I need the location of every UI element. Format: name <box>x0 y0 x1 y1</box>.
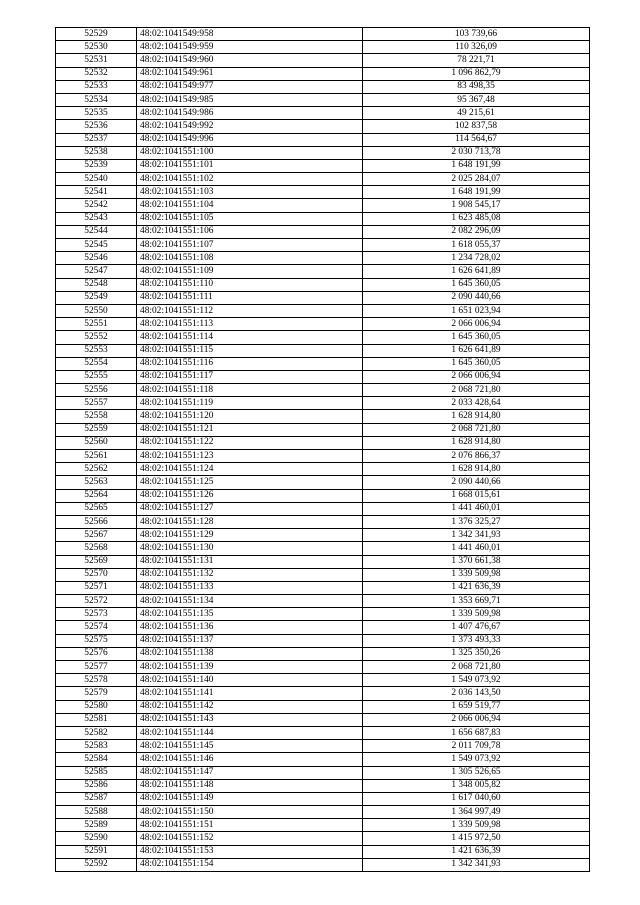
cadastral-value-cell: 2 076 866,37 <box>363 450 590 463</box>
row-number-cell: 52544 <box>56 225 137 238</box>
row-number-cell: 52534 <box>56 93 137 106</box>
table-row <box>56 370 590 383</box>
cadastral-number-cell: 48:02:1041551:120 <box>137 410 363 423</box>
cadastral-number-cell: 48:02:1041551:114 <box>137 331 363 344</box>
cadastral-value-cell: 1 617 040,60 <box>363 792 590 805</box>
cadastral-number-cell: 48:02:1041549:986 <box>137 107 363 120</box>
row-number-cell: 52575 <box>56 634 137 647</box>
cadastral-number-cell: 48:02:1041551:115 <box>137 344 363 357</box>
row-number-cell: 52563 <box>56 476 137 489</box>
cadastral-number-cell: 48:02:1041551:133 <box>137 581 363 594</box>
cadastral-value-cell: 1 628 914,80 <box>363 463 590 476</box>
table-row <box>56 489 590 502</box>
table-row <box>56 54 590 67</box>
row-number-cell: 52592 <box>56 858 137 871</box>
table-row <box>56 67 590 80</box>
cadastral-value-cell: 1 441 460,01 <box>363 502 590 515</box>
cadastral-number-cell: 48:02:1041551:109 <box>137 265 363 278</box>
row-number-cell: 52571 <box>56 581 137 594</box>
table-row <box>56 529 590 542</box>
table-row <box>56 384 590 397</box>
row-number-cell: 52542 <box>56 199 137 212</box>
row-number-cell: 52537 <box>56 133 137 146</box>
row-number-cell: 52543 <box>56 212 137 225</box>
table-row <box>56 291 590 304</box>
cadastral-value-cell: 1 348 005,82 <box>363 779 590 792</box>
table-row <box>56 93 590 106</box>
row-number-cell: 52556 <box>56 384 137 397</box>
row-number-cell: 52550 <box>56 304 137 317</box>
table-row <box>56 568 590 581</box>
table-row <box>56 133 590 146</box>
table-row <box>56 687 590 700</box>
cadastral-value-cell: 2 033 428,64 <box>363 397 590 410</box>
cadastral-value-cell: 1 645 360,05 <box>363 357 590 370</box>
cadastral-number-cell: 48:02:1041551:110 <box>137 278 363 291</box>
cadastral-number-cell: 48:02:1041551:136 <box>137 621 363 634</box>
table-row <box>56 476 590 489</box>
cadastral-number-cell: 48:02:1041551:141 <box>137 687 363 700</box>
cadastral-value-cell: 1 623 485,08 <box>363 212 590 225</box>
table-row <box>56 832 590 845</box>
table-row <box>56 792 590 805</box>
table-row <box>56 186 590 199</box>
cadastral-value-cell: 1 376 325,27 <box>363 515 590 528</box>
row-number-cell: 52588 <box>56 806 137 819</box>
cadastral-number-cell: 48:02:1041551:145 <box>137 740 363 753</box>
cadastral-number-cell: 48:02:1041551:127 <box>137 502 363 515</box>
cadastral-value-cell: 2 068 721,80 <box>363 661 590 674</box>
cadastral-value-cell: 1 651 023,94 <box>363 304 590 317</box>
table-row <box>56 436 590 449</box>
cadastral-number-cell: 48:02:1041551:128 <box>137 515 363 528</box>
cadastral-number-cell: 48:02:1041551:138 <box>137 647 363 660</box>
table-body <box>56 28 590 872</box>
cadastral-number-cell: 48:02:1041551:105 <box>137 212 363 225</box>
row-number-cell: 52582 <box>56 726 137 739</box>
cadastral-value-cell: 1 325 350,26 <box>363 647 590 660</box>
cadastral-number-cell: 48:02:1041551:108 <box>137 252 363 265</box>
row-number-cell: 52530 <box>56 41 137 54</box>
cadastral-value-cell: 2 011 709,78 <box>363 740 590 753</box>
row-number-cell: 52577 <box>56 661 137 674</box>
cadastral-value-cell: 1 339 509,98 <box>363 568 590 581</box>
table-row <box>56 159 590 172</box>
cadastral-number-cell: 48:02:1041551:153 <box>137 845 363 858</box>
row-number-cell: 52549 <box>56 291 137 304</box>
row-number-cell: 52580 <box>56 700 137 713</box>
table-row <box>56 555 590 568</box>
cadastral-number-cell: 48:02:1041551:149 <box>137 792 363 805</box>
table-row <box>56 595 590 608</box>
cadastral-number-cell: 48:02:1041551:123 <box>137 450 363 463</box>
cadastral-number-cell: 48:02:1041551:106 <box>137 225 363 238</box>
cadastral-value-cell: 1 370 661,38 <box>363 555 590 568</box>
table-row <box>56 819 590 832</box>
cadastral-number-cell: 48:02:1041549:959 <box>137 41 363 54</box>
row-number-cell: 52558 <box>56 410 137 423</box>
cadastral-value-cell: 103 739,66 <box>363 28 590 41</box>
row-number-cell: 52585 <box>56 766 137 779</box>
table-row <box>56 357 590 370</box>
table-row <box>56 410 590 423</box>
cadastral-value-cell: 1 908 545,17 <box>363 199 590 212</box>
table-row <box>56 713 590 726</box>
cadastral-value-cell: 2 030 713,78 <box>363 146 590 159</box>
cadastral-value-cell: 1 549 073,92 <box>363 753 590 766</box>
cadastral-value-cell: 1 407 476,67 <box>363 621 590 634</box>
cadastral-value-cell: 2 066 006,94 <box>363 318 590 331</box>
row-number-cell: 52566 <box>56 515 137 528</box>
row-number-cell: 52532 <box>56 67 137 80</box>
table-row <box>56 581 590 594</box>
cadastral-number-cell: 48:02:1041551:131 <box>137 555 363 568</box>
cadastral-number-cell: 48:02:1041551:100 <box>137 146 363 159</box>
cadastral-number-cell: 48:02:1041551:147 <box>137 766 363 779</box>
cadastral-value-cell: 2 090 440,66 <box>363 476 590 489</box>
row-number-cell: 52591 <box>56 845 137 858</box>
row-number-cell: 52536 <box>56 120 137 133</box>
table-row <box>56 515 590 528</box>
row-number-cell: 52584 <box>56 753 137 766</box>
cadastral-value-cell: 95 367,48 <box>363 93 590 106</box>
cadastral-number-cell: 48:02:1041551:137 <box>137 634 363 647</box>
table-row <box>56 304 590 317</box>
table-row <box>56 331 590 344</box>
cadastral-value-cell: 1 342 341,93 <box>363 529 590 542</box>
row-number-cell: 52579 <box>56 687 137 700</box>
row-number-cell: 52568 <box>56 542 137 555</box>
cadastral-value-cell: 2 025 284,07 <box>363 173 590 186</box>
cadastral-value-cell: 2 068 721,80 <box>363 384 590 397</box>
table-row <box>56 634 590 647</box>
row-number-cell: 52552 <box>56 331 137 344</box>
row-number-cell: 52554 <box>56 357 137 370</box>
table-row <box>56 41 590 54</box>
table-row <box>56 344 590 357</box>
table-row <box>56 502 590 515</box>
cadastral-value-cell: 1 415 972,50 <box>363 832 590 845</box>
row-number-cell: 52574 <box>56 621 137 634</box>
cadastral-value-cell: 1 628 914,80 <box>363 436 590 449</box>
cadastral-number-cell: 48:02:1041549:958 <box>137 28 363 41</box>
cadastral-number-cell: 48:02:1041551:118 <box>137 384 363 397</box>
row-number-cell: 52547 <box>56 265 137 278</box>
cadastral-number-cell: 48:02:1041551:150 <box>137 806 363 819</box>
cadastral-value-cell: 1 628 914,80 <box>363 410 590 423</box>
cadastral-value-cell: 2 066 006,94 <box>363 370 590 383</box>
cadastral-value-cell: 1 305 526,65 <box>363 766 590 779</box>
cadastral-value-cell: 1 648 191,99 <box>363 186 590 199</box>
cadastral-value-cell: 1 373 493,33 <box>363 634 590 647</box>
cadastral-value-cell: 102 837,58 <box>363 120 590 133</box>
table-row <box>56 542 590 555</box>
table-row <box>56 107 590 120</box>
row-number-cell: 52586 <box>56 779 137 792</box>
cadastral-value-cell: 1 656 687,83 <box>363 726 590 739</box>
cadastral-number-cell: 48:02:1041551:102 <box>137 173 363 186</box>
cadastral-number-cell: 48:02:1041549:960 <box>137 54 363 67</box>
row-number-cell: 52562 <box>56 463 137 476</box>
cadastral-value-cell: 1 421 636,39 <box>363 845 590 858</box>
cadastral-number-cell: 48:02:1041551:154 <box>137 858 363 871</box>
cadastral-value-cell: 1 645 360,05 <box>363 278 590 291</box>
cadastral-number-cell: 48:02:1041549:996 <box>137 133 363 146</box>
row-number-cell: 52533 <box>56 80 137 93</box>
cadastral-number-cell: 48:02:1041551:124 <box>137 463 363 476</box>
cadastral-value-cell: 83 498,35 <box>363 80 590 93</box>
cadastral-number-cell: 48:02:1041551:139 <box>137 661 363 674</box>
cadastral-number-cell: 48:02:1041551:117 <box>137 370 363 383</box>
table-row <box>56 858 590 871</box>
cadastral-number-cell: 48:02:1041551:101 <box>137 159 363 172</box>
row-number-cell: 52561 <box>56 450 137 463</box>
row-number-cell: 52535 <box>56 107 137 120</box>
cadastral-value-cell: 1 234 728,02 <box>363 252 590 265</box>
table-row <box>56 173 590 186</box>
table-row <box>56 28 590 41</box>
cadastral-number-cell: 48:02:1041549:961 <box>137 67 363 80</box>
row-number-cell: 52589 <box>56 819 137 832</box>
table-row <box>56 239 590 252</box>
table-row <box>56 647 590 660</box>
table-row <box>56 397 590 410</box>
row-number-cell: 52553 <box>56 344 137 357</box>
table-row <box>56 674 590 687</box>
cadastral-number-cell: 48:02:1041551:134 <box>137 595 363 608</box>
table-row <box>56 726 590 739</box>
row-number-cell: 52564 <box>56 489 137 502</box>
row-number-cell: 52567 <box>56 529 137 542</box>
cadastral-value-cell: 1 421 636,39 <box>363 581 590 594</box>
row-number-cell: 52529 <box>56 28 137 41</box>
cadastral-number-cell: 48:02:1041551:135 <box>137 608 363 621</box>
cadastral-value-cell: 1 648 191,99 <box>363 159 590 172</box>
row-number-cell: 52531 <box>56 54 137 67</box>
row-number-cell: 52551 <box>56 318 137 331</box>
row-number-cell: 52569 <box>56 555 137 568</box>
table-row <box>56 120 590 133</box>
cadastral-number-cell: 48:02:1041551:130 <box>137 542 363 555</box>
cadastral-number-cell: 48:02:1041551:143 <box>137 713 363 726</box>
table-row <box>56 661 590 674</box>
cadastral-number-cell: 48:02:1041551:107 <box>137 239 363 252</box>
cadastral-value-cell: 110 326,09 <box>363 41 590 54</box>
table-row <box>56 225 590 238</box>
table-row <box>56 252 590 265</box>
row-number-cell: 52576 <box>56 647 137 660</box>
table-row <box>56 753 590 766</box>
table-row <box>56 700 590 713</box>
cadastral-value-cell: 1 096 862,79 <box>363 67 590 80</box>
row-number-cell: 52587 <box>56 792 137 805</box>
cadastral-number-cell: 48:02:1041551:125 <box>137 476 363 489</box>
row-number-cell: 52559 <box>56 423 137 436</box>
row-number-cell: 52541 <box>56 186 137 199</box>
row-number-cell: 52539 <box>56 159 137 172</box>
cadastral-number-cell: 48:02:1041551:132 <box>137 568 363 581</box>
row-number-cell: 52573 <box>56 608 137 621</box>
table-row <box>56 621 590 634</box>
cadastral-number-cell: 48:02:1041549:977 <box>137 80 363 93</box>
table-row <box>56 80 590 93</box>
cadastral-value-cell: 1 342 341,93 <box>363 858 590 871</box>
cadastral-value-cell: 2 066 006,94 <box>363 713 590 726</box>
table-row <box>56 318 590 331</box>
cadastral-value-cell: 1 364 997,49 <box>363 806 590 819</box>
row-number-cell: 52578 <box>56 674 137 687</box>
cadastral-value-cell: 1 618 055,37 <box>363 239 590 252</box>
cadastral-number-cell: 48:02:1041551:103 <box>137 186 363 199</box>
table-row <box>56 779 590 792</box>
table-row <box>56 278 590 291</box>
cadastral-number-cell: 48:02:1041551:113 <box>137 318 363 331</box>
cadastral-number-cell: 48:02:1041551:140 <box>137 674 363 687</box>
row-number-cell: 52548 <box>56 278 137 291</box>
cadastral-value-cell: 2 036 143,50 <box>363 687 590 700</box>
table-row <box>56 423 590 436</box>
cadastral-value-cell: 1 339 509,98 <box>363 608 590 621</box>
cadastral-number-cell: 48:02:1041551:122 <box>137 436 363 449</box>
row-number-cell: 52545 <box>56 239 137 252</box>
row-number-cell: 52583 <box>56 740 137 753</box>
cadastral-value-cell: 2 082 296,09 <box>363 225 590 238</box>
table-row <box>56 146 590 159</box>
row-number-cell: 52581 <box>56 713 137 726</box>
cadastral-value-cell: 1 659 519,77 <box>363 700 590 713</box>
cadastral-number-cell: 48:02:1041551:144 <box>137 726 363 739</box>
cadastral-number-cell: 48:02:1041551:129 <box>137 529 363 542</box>
cadastral-value-cell: 1 645 360,05 <box>363 331 590 344</box>
table-row <box>56 608 590 621</box>
cadastral-number-cell: 48:02:1041551:121 <box>137 423 363 436</box>
cadastral-value-cell: 1 353 669,71 <box>363 595 590 608</box>
cadastral-value-cell: 114 564,67 <box>363 133 590 146</box>
cadastral-value-cell: 2 068 721,80 <box>363 423 590 436</box>
cadastral-number-cell: 48:02:1041551:148 <box>137 779 363 792</box>
table-row <box>56 740 590 753</box>
row-number-cell: 52560 <box>56 436 137 449</box>
cadastral-value-cell: 1 441 460,01 <box>363 542 590 555</box>
cadastral-number-cell: 48:02:1041551:112 <box>137 304 363 317</box>
table-row <box>56 845 590 858</box>
table-row <box>56 265 590 278</box>
cadastral-number-cell: 48:02:1041551:116 <box>137 357 363 370</box>
cadastral-number-cell: 48:02:1041551:152 <box>137 832 363 845</box>
row-number-cell: 52546 <box>56 252 137 265</box>
cadastral-number-cell: 48:02:1041551:119 <box>137 397 363 410</box>
cadastral-number-cell: 48:02:1041551:111 <box>137 291 363 304</box>
cadastral-number-cell: 48:02:1041551:151 <box>137 819 363 832</box>
table-row <box>56 806 590 819</box>
cadastral-value-table <box>55 27 590 872</box>
cadastral-value-cell: 78 221,71 <box>363 54 590 67</box>
table-row <box>56 199 590 212</box>
cadastral-value-cell: 1 549 073,92 <box>363 674 590 687</box>
cadastral-value-cell: 1 668 015,61 <box>363 489 590 502</box>
row-number-cell: 52540 <box>56 173 137 186</box>
cadastral-value-cell: 1 626 641,89 <box>363 265 590 278</box>
table-row <box>56 450 590 463</box>
cadastral-number-cell: 48:02:1041549:992 <box>137 120 363 133</box>
cadastral-number-cell: 48:02:1041551:142 <box>137 700 363 713</box>
cadastral-number-cell: 48:02:1041551:146 <box>137 753 363 766</box>
cadastral-value-cell: 1 339 509,98 <box>363 819 590 832</box>
row-number-cell: 52565 <box>56 502 137 515</box>
row-number-cell: 52538 <box>56 146 137 159</box>
row-number-cell: 52557 <box>56 397 137 410</box>
row-number-cell: 52555 <box>56 370 137 383</box>
cadastral-number-cell: 48:02:1041549:985 <box>137 93 363 106</box>
cadastral-value-cell: 49 215,61 <box>363 107 590 120</box>
row-number-cell: 52572 <box>56 595 137 608</box>
row-number-cell: 52590 <box>56 832 137 845</box>
table-row <box>56 212 590 225</box>
table-row <box>56 766 590 779</box>
cadastral-number-cell: 48:02:1041551:126 <box>137 489 363 502</box>
row-number-cell: 52570 <box>56 568 137 581</box>
cadastral-value-cell: 2 090 440,66 <box>363 291 590 304</box>
cadastral-number-cell: 48:02:1041551:104 <box>137 199 363 212</box>
cadastral-value-cell: 1 626 641,89 <box>363 344 590 357</box>
table-row <box>56 463 590 476</box>
